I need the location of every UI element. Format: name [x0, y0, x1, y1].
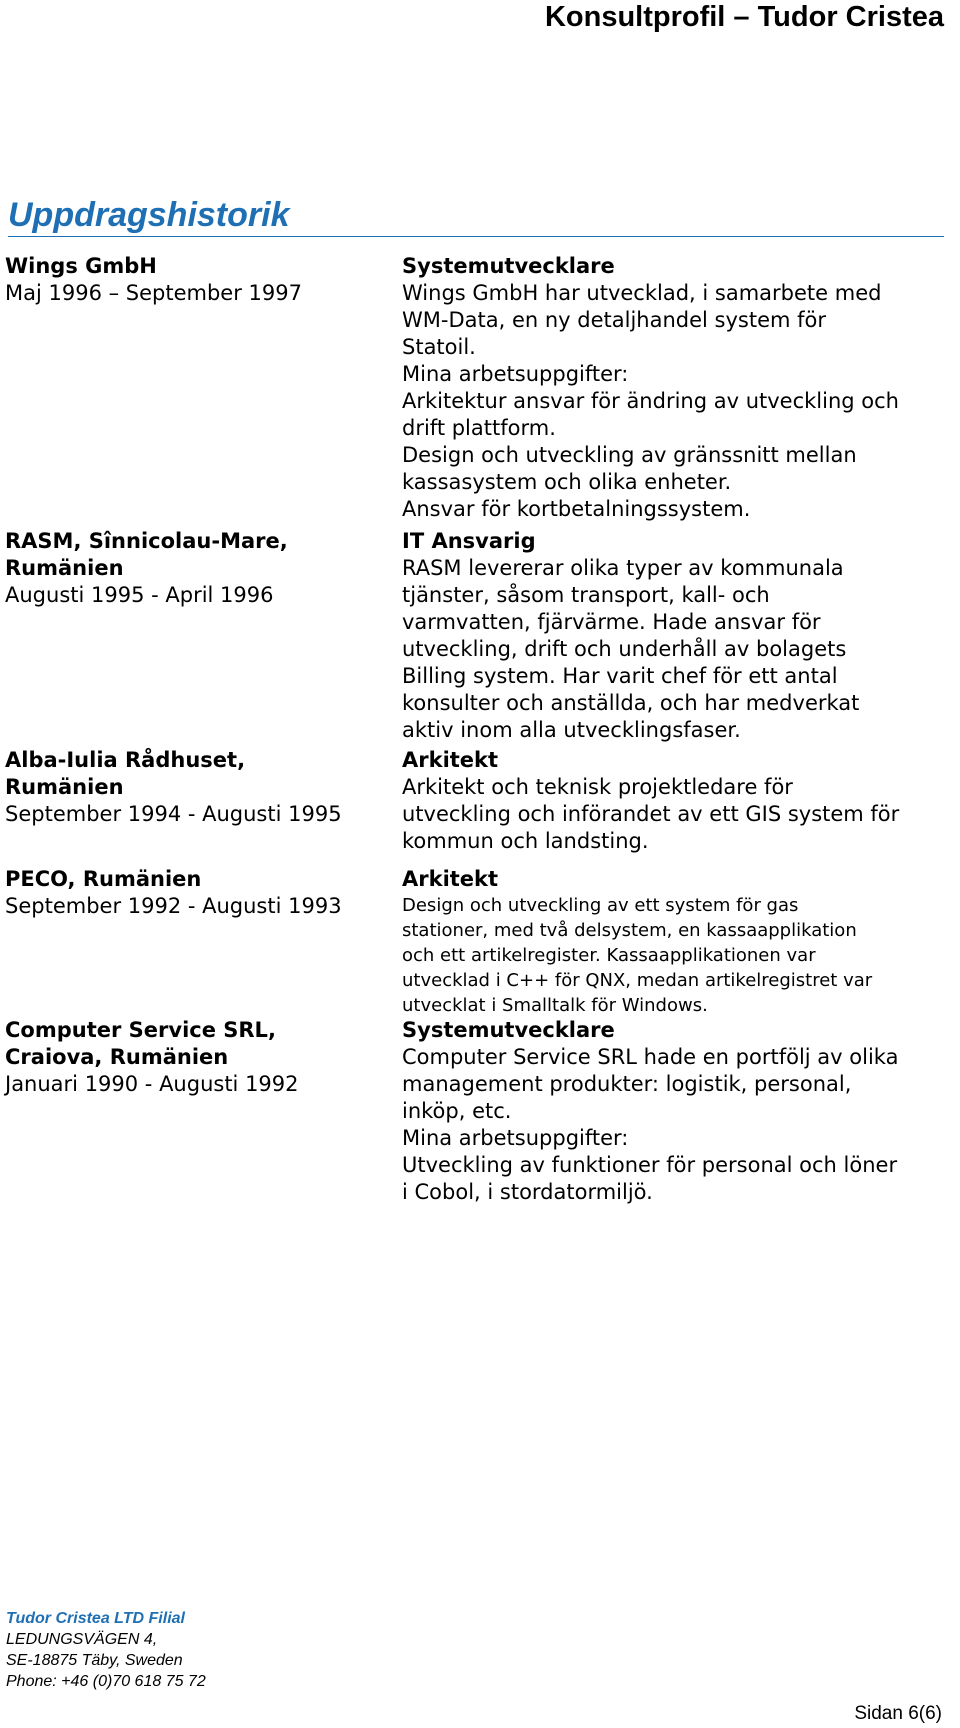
- entry-description: [402, 253, 947, 523]
- description-line: RASM levererar olika typer av kommunala: [402, 556, 844, 580]
- section-title: Uppdragshistorik: [8, 196, 290, 234]
- employer-name: RASM, Sînnicolau-Mare,: [5, 529, 288, 553]
- entry-description: [402, 747, 947, 855]
- description-line: Arkitektur ansvar för ändring av utveckling och: [402, 389, 899, 413]
- section-divider: [8, 236, 944, 237]
- description-line: management produkter: logistik, personal,: [402, 1072, 852, 1096]
- description-line: Mina arbetsuppgifter:: [402, 1126, 629, 1150]
- entry-employer: [5, 528, 375, 609]
- employer-name: Wings GmbH: [5, 254, 157, 278]
- entry-employer: [5, 747, 375, 828]
- employment-period: September 1994 - Augusti 1995: [5, 802, 342, 826]
- employment-period: September 1992 - Augusti 1993: [5, 894, 342, 918]
- entry-description: [402, 528, 947, 744]
- employer-name: Alba-Iulia Rådhuset,: [5, 748, 246, 772]
- description-line: utvecklad i C++ för QNX, medan artikelregistret var: [402, 970, 873, 991]
- description-line: varmvatten, fjärvärme. Hade ansvar för: [402, 610, 821, 634]
- role-title: IT Ansvarig: [402, 529, 536, 553]
- entry-employer: [5, 253, 375, 307]
- entry-employer: [5, 1017, 375, 1098]
- description-line: Statoil.: [402, 335, 476, 359]
- description-line: konsulter och anställda, och har medverkat: [402, 691, 860, 715]
- role-title: Arkitekt: [402, 748, 499, 772]
- employer-country: Craiova, Rumänien: [5, 1045, 229, 1069]
- entry-description: [402, 866, 947, 1018]
- role-title: Arkitekt: [402, 867, 499, 891]
- entry-description: [402, 1017, 947, 1206]
- description-line: Design och utveckling av ett system för gas: [402, 895, 799, 916]
- description-line: kassasystem och olika enheter.: [402, 470, 732, 494]
- employment-period: Augusti 1995 - April 1996: [5, 583, 274, 607]
- footer-address-line: SE-18875 Täby, Sweden: [6, 1652, 183, 1669]
- role-title: Systemutvecklare: [402, 254, 615, 278]
- description-line: inköp, etc.: [402, 1099, 512, 1123]
- entry-employer: [5, 866, 375, 920]
- description-line: Arkitekt och teknisk projektledare för: [402, 775, 793, 799]
- footer-phone: Phone: +46 (0)70 618 75 72: [6, 1673, 206, 1690]
- role-title: Systemutvecklare: [402, 1018, 615, 1042]
- description-line: utveckling, drift och underhåll av bolagets: [402, 637, 847, 661]
- footer-contact: [6, 1608, 206, 1692]
- footer-address-line: LEDUNGSVÄGEN 4,: [6, 1631, 158, 1648]
- description-line: Design och utveckling av gränssnitt mellan: [402, 443, 857, 467]
- page-header-title: Konsultprofil – Tudor Cristea: [544, 1, 944, 33]
- footer-company: Tudor Cristea LTD Filial: [6, 1610, 185, 1627]
- employer-country: Rumänien: [5, 775, 124, 799]
- description-line: drift plattform.: [402, 416, 556, 440]
- description-line: utveckling och införandet av ett GIS system för: [402, 802, 900, 826]
- employer-name: PECO, Rumänien: [5, 867, 202, 891]
- description-line: kommun och landsting.: [402, 829, 649, 853]
- page-number: Sidan 6(6): [854, 1703, 942, 1724]
- employment-period: Januari 1990 - Augusti 1992: [5, 1072, 299, 1096]
- description-line: i Cobol, i stordatormiljö.: [402, 1180, 653, 1204]
- employer-name: Computer Service SRL,: [5, 1018, 276, 1042]
- employment-period: Maj 1996 – September 1997: [5, 281, 302, 305]
- description-line: Wings GmbH har utvecklad, i samarbete med: [402, 281, 882, 305]
- description-line: aktiv inom alla utvecklingsfaser.: [402, 718, 741, 742]
- description-line: Billing system. Har varit chef för ett antal: [402, 664, 838, 688]
- description-line: Ansvar för kortbetalningssystem.: [402, 497, 751, 521]
- description-line: Mina arbetsuppgifter:: [402, 362, 629, 386]
- description-line: utvecklat i Smalltalk för Windows.: [402, 995, 708, 1016]
- description-line: WM-Data, en ny detaljhandel system för: [402, 308, 827, 332]
- description-line: och ett artikelregister. Kassaapplikationen var: [402, 945, 816, 966]
- description-line: stationer, med två delsystem, en kassaapplikation: [402, 920, 857, 941]
- description-line: Computer Service SRL hade en portfölj av olika: [402, 1045, 899, 1069]
- description-line: Utveckling av funktioner för personal och löner: [402, 1153, 898, 1177]
- description-line: tjänster, såsom transport, kall- och: [402, 583, 770, 607]
- employer-country: Rumänien: [5, 556, 124, 580]
